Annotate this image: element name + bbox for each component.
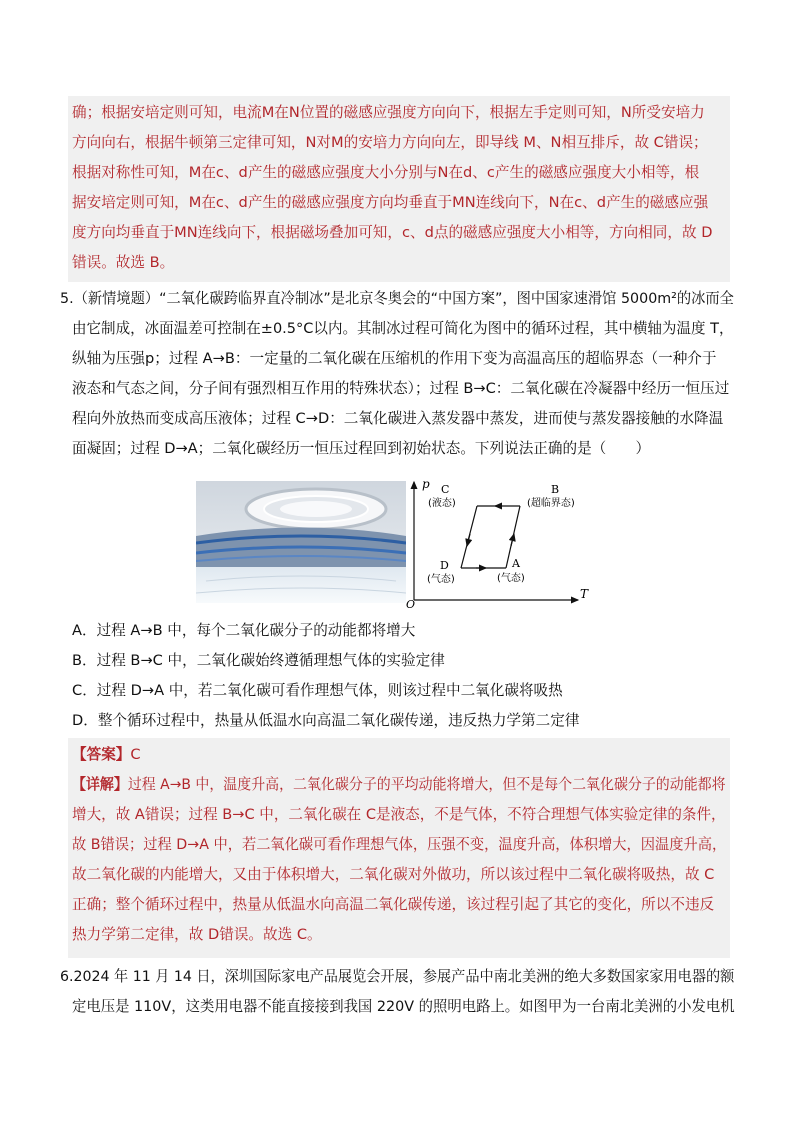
question-6-line: 定电压是 110V，这类用电器不能直接接到我国 220V 的照明电路上。如图甲为一台南北美洲的小发电机 — [72, 998, 735, 1015]
detail-tag: 【详解】 — [72, 776, 128, 793]
previous-detail-block — [68, 96, 730, 282]
answer-line — [72, 740, 141, 770]
p-t-cycle-diagram — [400, 476, 600, 610]
detail-text: 过程 A→B 中，温度升高，二氧化碳分子的平均动能将增大，但不是每个二氧化碳分子的动能都将 — [127, 776, 726, 793]
detail-line: 增大，故 A错误；过程 B→C 中，二氧化碳在 C是液态，不是气体，不符合理想气体实验定律的条件， — [72, 806, 726, 823]
prev-detail-line: 根据对称性可知，M在c、d产生的磁感应强度大小分别与N在d、c产生的磁感应强度大小相等，根 — [72, 164, 700, 181]
option-a: A．过程 A→B 中，每个二氧化碳分子的动能都将增大 — [72, 622, 416, 639]
question-5-line: 纵轴为压强p；过程 A→B：一定量的二氧化碳在压缩机的作用下变为高温高压的超临界态（一种介于 — [72, 350, 717, 367]
point-d-state: (气态) — [427, 574, 455, 585]
arrow-a-to-b — [511, 534, 514, 546]
point-d-label: D — [440, 559, 449, 572]
point-a-label: A — [512, 557, 520, 570]
detail-line — [72, 770, 726, 800]
detail-line: 故二氧化碳的内能增大，又由于体积增大，二氧化碳对外做功，所以该过程中二氧化碳将吸热，故 C — [72, 866, 715, 883]
question-5-line: 程向外放热而变成高压液体；过程 C→D：二氧化碳进入蒸发器中蒸发，进而使与蒸发器接触的水降温 — [72, 410, 724, 427]
prev-detail-line: 错误。故选 B。 — [72, 254, 175, 271]
option-c: C．过程 D→A 中，若二氧化碳可看作理想气体，则该过程中二氧化碳将吸热 — [72, 682, 563, 699]
option-d: D．整个循环过程中，热量从低温水向高温二氧化碳传递，违反热力学第二定律 — [72, 712, 580, 729]
question-5-line: 由它制成，冰面温差可控制在±0.5°C以内。其制冰过程可简化为图中的循环过程，其中横轴为温度 T， — [72, 320, 734, 337]
answer-block — [68, 738, 730, 958]
option-b: B．过程 B→C 中，二氧化碳始终遵循理想气体的实验定律 — [72, 652, 445, 669]
question-5-line: 5.（新情境题）“二氧化碳跨临界直冷制冰”是北京冬奥会的“中国方案”，图中国家速滑馆 5000m²的冰而全 — [60, 290, 734, 307]
speed-skating-hall-photo — [196, 481, 406, 603]
origin-label: O — [406, 598, 416, 610]
detail-line: 正确；整个循环过程中，热量从低温水向高温二氧化碳传递，该过程引起了其它的变化，所以不违反 — [72, 896, 715, 913]
prev-detail-line: 确；根据安培定则可知，电流M在N位置的磁感应强度方向向下，根据左手定则可知，N所受安培力 — [72, 104, 705, 121]
p-axis-label: p — [422, 477, 430, 491]
point-b-state: (超临界态) — [527, 498, 575, 509]
point-a-state: (气态) — [497, 573, 525, 584]
t-axis-label: T — [580, 587, 589, 601]
prev-detail-line: 据安培定则可知，M在c、d产生的磁感应强度方向均垂直于MN连线向下，N在c、d产生的磁感应强 — [72, 194, 709, 211]
question-6-line: 6.2024 年 11 月 14 日，深圳国际家电产品展览会开展，参展产品中南北美洲的绝大多数国家家用电器的额 — [60, 968, 735, 985]
prev-detail-line: 度方向均垂直于MN连线向下，根据磁场叠加可知，c、d点的磁感应强度大小相等，方向相同，故 D — [72, 224, 713, 241]
point-c-label: C — [441, 483, 450, 496]
point-c-state: (液态) — [428, 498, 456, 509]
point-b-label: B — [551, 483, 560, 496]
question-5-line: 面凝固；过程 D→A；二氧化碳经历一恒压过程回到初始状态。下列说法正确的是（ ） — [72, 440, 651, 457]
answer-tag: 【答案】 — [72, 746, 131, 763]
question-5-line: 液态和气态之间，分子间有强烈相互作用的特殊状态）；过程 B→C：二氧化碳在冷凝器中经历一恒压过 — [72, 380, 730, 397]
prev-detail-line: 方向向右，根据牛顿第三定律可知，N对M的安培力方向向左，即导线 M、N相互排斥，故 C错误； — [72, 134, 708, 151]
detail-line: 故 B错误；过程 D→A 中，若二氧化碳可看作理想气体，压强不变，温度升高，体积增大，因温度升高， — [72, 836, 727, 853]
answer-value: C — [130, 746, 141, 763]
detail-line: 热力学第二定律，故 D错误。故选 C。 — [72, 926, 322, 943]
arrow-c-to-d — [467, 534, 470, 546]
